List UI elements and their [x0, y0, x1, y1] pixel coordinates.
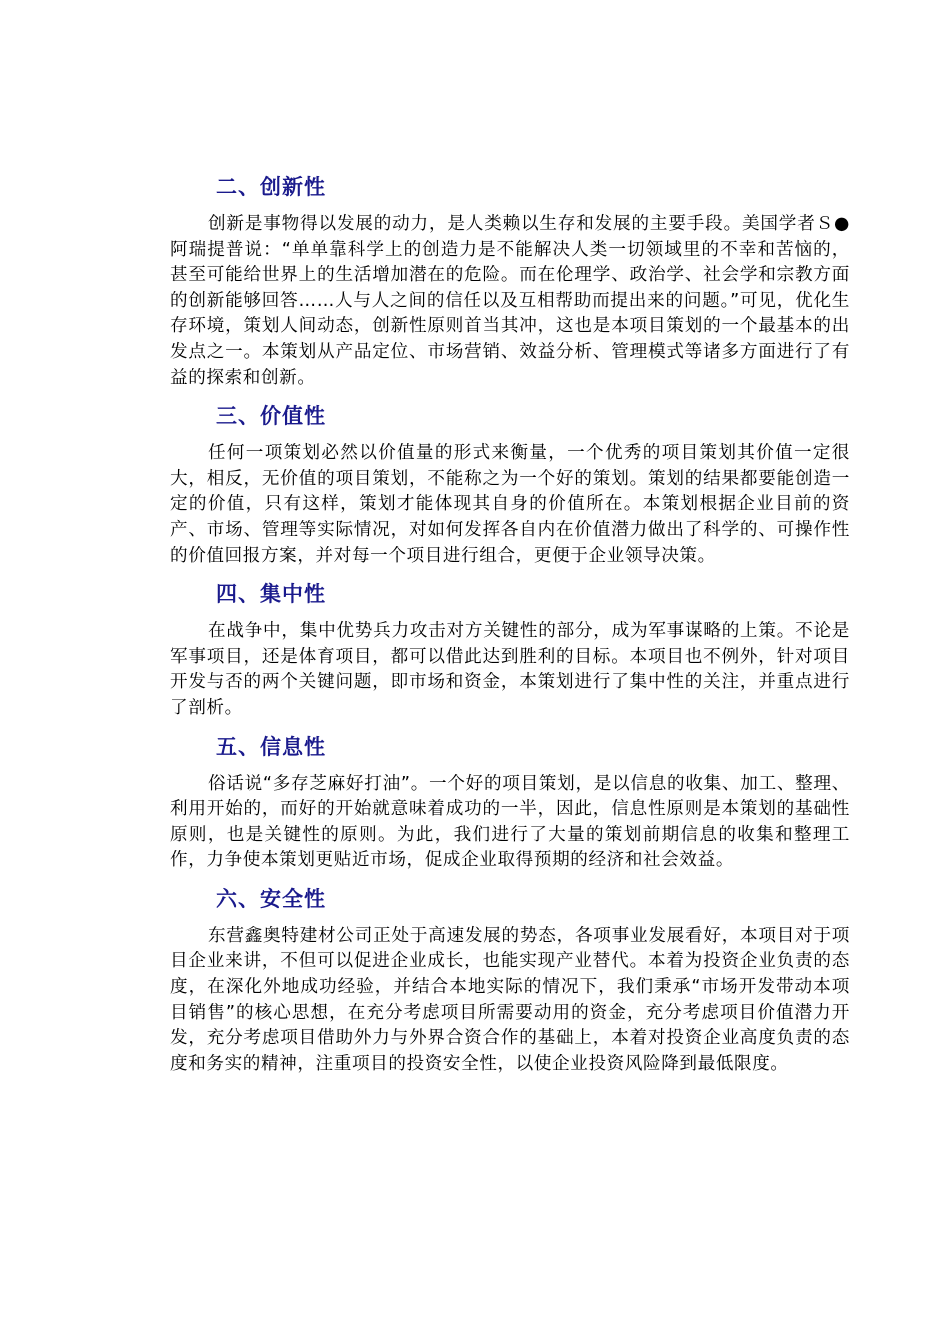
section-information	[170, 730, 850, 874]
section-heading: 二、创新性	[216, 175, 326, 199]
section-value	[170, 399, 850, 569]
section-heading: 三、价值性	[216, 404, 326, 429]
section-paragraph: 东营鑫奥特建材公司正处于高速发展的势态，各项事业发展看好，本项目对于项目企业来讲，不但可以促进企业成长，也能实现产业替代。本着为投资企业负责的态度，在深化外地成功经验，并结合本地实际的情况下，我们秉承“市场开发带动本项目销售”的核心思想，在充分考虑项目所需要动用的资金，充分考虑项目价值潜力开发，充分考虑项目借助外力与外界合资合作的基础上，本着对投资企业高度负责的态度和务实的精神，注重项目的投资安全性，以使企业投资风险降到最低限度。	[170, 925, 850, 1074]
section-paragraph: 俗话说“多存芝麻好打油”。一个好的项目策划，是以信息的收集、加工、整理、利用开始的，而好的开始就意味着成功的一半，因此，信息性原则是本策划的基础性原则，也是关键性的原则。为此，我们进行了大量的策划前期信息的收集和整理工作，力争使本策划更贴近市场，促成企业取得预期的经济和社会效益。	[170, 773, 850, 871]
section-heading: 六、安全性	[216, 886, 326, 911]
section-security	[170, 882, 850, 1078]
section-paragraph: 在战争中，集中优势兵力攻击对方关键性的部分，成为军事谋略的上策。不论是军事项目，还是体育项目，都可以借此达到胜利的目标。本项目也不例外，针对项目开发与否的两个关键问题，即市场和资金，本策划进行了集中性的关注，并重点进行了剖析。	[170, 621, 850, 718]
section-paragraph: 任何一项策划必然以价值量的形式来衡量，一个优秀的项目策划其价值一定很大，相反，无价值的项目策划，不能称之为一个好的策划。策划的结果都要能创造一定的价值，只有这样，策划才能体现其自身的价值所在。本策划根据企业目前的资产、市场、管理等实际情况，对如何发挥各自内在价值潜力做出了科学的、可操作性的价值回报方案，并对每一个项目进行组合，更便于企业领导决策。	[170, 443, 850, 566]
section-heading: 五、信息性	[216, 734, 326, 759]
section-innovation	[170, 170, 850, 391]
section-concentration	[170, 577, 850, 721]
section-heading: 四、集中性	[216, 582, 326, 607]
section-paragraph: 创新是事物得以发展的动力，是人类赖以生存和发展的主要手段。美国学者Ｓ●阿瑞提普说：“单单靠科学上的创造力是不能解决人类一切领域里的不幸和苦恼的，甚至可能给世界上的生活增加潜在的危险。而在伦理学、政治学、社会学和宗教方面的创新能够回答……人与人之间的信任以及互相帮助而提出来的问题。”可见，优化生存环境，策划人间动态，创新性原则首当其冲，这也是本项目策划的一个最基本的出发点之一。本策划从产品定位、市场营销、效益分析、管理模式等诸多方面进行了有益的探索和创新。	[170, 214, 850, 388]
document-body	[170, 170, 850, 1085]
